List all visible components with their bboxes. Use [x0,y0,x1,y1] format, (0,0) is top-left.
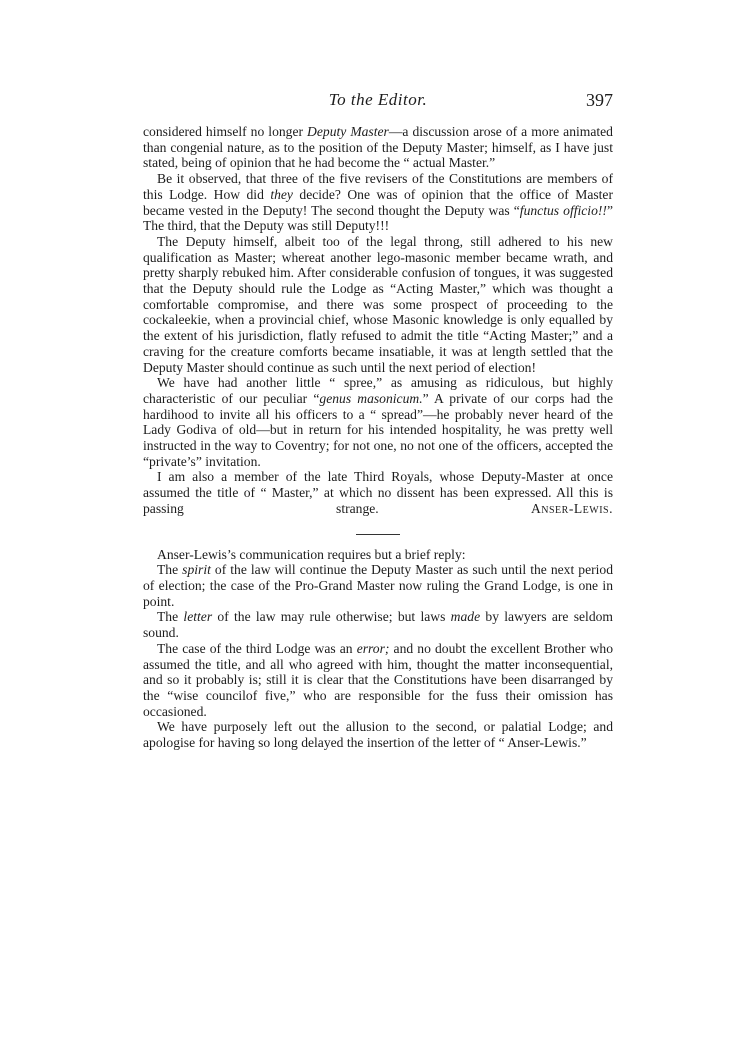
letter-paragraph-4: We have had another little “ spree,” as amusing as ridiculous, but highly characteristic of our peculiar “genus masonicum.” A private of our corps had the hardihood to invite all his officers to a “ spread”—he probably never heard of the Lady Godiva of old—but in return for his intended hospitality, he was pretty well instructed in the way to Coventry; for not one, no not one of the officers, accepted the “private’s” invitation. [143,375,614,469]
page-header [143,90,613,114]
reply-paragraph-2: The spirit of the law will continue the Deputy Master as such until the next period of election; the case of the Pro-Grand Master now ruling the Grand Lodge, is one in point. [143,562,613,609]
letter-paragraph-2: Be it observed, that three of the five revisers of the Constitutions are members of this Lodge. How did they decide? One was of opinion that the office of Master became vested in the Deputy! The second thought the Deputy was “functus officio!!” The third, that the Deputy was still Deputy!!! [143,171,613,234]
page-number: 397 [586,90,613,110]
reply-paragraph-1: Anser-Lewis’s communication requires but a brief reply: [157,546,466,562]
signature: Anser-Lewis. [530,500,613,516]
section-divider [356,534,400,535]
running-title: To the Editor. [328,90,428,109]
reply-paragraph-3: The letter of the law may rule otherwise; but laws made by lawyers are seldom sound. [143,609,613,641]
letter-paragraph-3: The Deputy himself, albeit too of the legal throng, still adhered to his new qualification as Master; whereat another lego-masonic member became wrath, and pretty sharply rebuked him. After considerable confusion of tongues, it was suggested that the Deputy should rule the Lodge as “Acting Master,” which was thought a comfortable compromise, and there was some prospect of proceeding to the cockaleekie, when a provincial chief, whose Masonic knowledge is only equalled by the extent of his jurisdiction, flatly refused to admit the title “Acting Master;” and a craving for the creature comforts became insatiable, it was at length settled that the Deputy Master should continue as such until the next period of election! [143,233,613,375]
text-body [143,124,613,751]
letter-paragraph-5: I am also a member of the late Third Royals, whose Deputy-Master at once assumed the title of “ Master,” at which no dissent has been expressed. All this is passing strange. Anser-Lewis. [143,469,613,516]
reply-paragraph-5: We have purposely left out the allusion to the second, or palatial Lodge; and apologise for having so long delayed the insertion of the letter of “ Anser-Lewis.” [143,719,613,751]
reply-paragraph-4: The case of the third Lodge was an error; and no doubt the excellent Brother who assumed the title, and all who agreed with him, thought the matter inconsequential, and so it probably is; still it is clear that the Constitutions have been disarranged by the “wise councilof five,” who are responsible for the fuss their omission has occasioned. [143,640,613,719]
letter-paragraph-1: considered himself no longer Deputy Master—a discussion arose of a more animated than congenial nature, as to the position of the Deputy Master; himself, as I have just stated, being of opinion that he had become the “ actual Master.” [143,124,613,171]
